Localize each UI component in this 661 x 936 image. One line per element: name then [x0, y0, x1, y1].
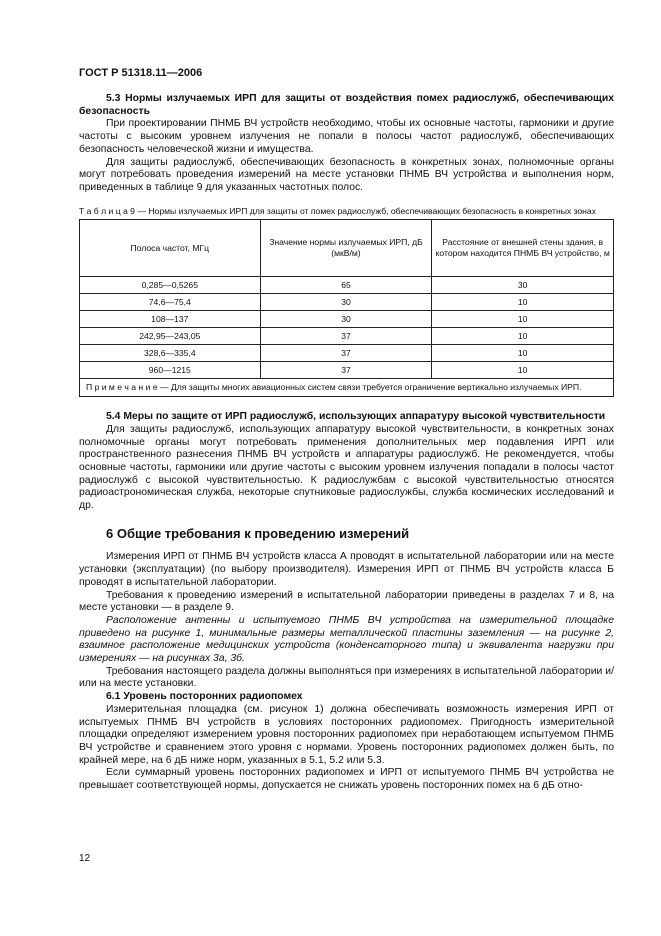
- section-5-3-heading: 5.3 Нормы излучаемых ИРП для защиты от воздействия помех радиослужб, обеспечивающих безопасность: [79, 93, 614, 117]
- cell-distance: 10: [432, 362, 614, 379]
- table-row: [80, 277, 614, 294]
- section-6-heading: 6 Общие требования к проведению измерений: [106, 525, 410, 541]
- column-header-limit-value: Значение нормы излучаемых ИРП, дБ (мкВ/м): [260, 220, 432, 277]
- table-note-row: [80, 379, 614, 397]
- page-number: 12: [79, 853, 91, 864]
- table-9-caption: [79, 206, 614, 217]
- cell-distance: 10: [432, 311, 614, 328]
- table-9-caption-text: — Нормы излучаемых ИРП для защиты от помех радиослужб, обеспечивающих безопасность в конкретных зонах: [134, 205, 597, 216]
- section-6-paragraph-3: Расположение антенны и испытуемого ПНМБ ВЧ устройства на измерительной площадке приведено на рисунке 1, минимальные размеры металлической пластины заземления — на рисунке 2, взаимное расположение медицинских устройств (конденсаторного типа) и эквивалента нагрузки при измерениях — на рисунках 3а, 3б.: [79, 614, 614, 665]
- cell-limit-value: 30: [260, 311, 432, 328]
- cell-distance: 30: [432, 277, 614, 294]
- cell-distance: 10: [432, 328, 614, 345]
- cell-frequency-band: 108—137: [80, 311, 261, 328]
- cell-limit-value: 65: [260, 277, 432, 294]
- section-6-paragraph-4: Требования настоящего раздела должны выполняться при измерениях в испытательной лаборатории и/или на месте установки.: [79, 665, 614, 690]
- section-6-1-heading: 6.1 Уровень посторонних радиопомех: [106, 691, 303, 703]
- cell-limit-value: 37: [260, 328, 432, 345]
- table-note-text: — Для защиты многих авиационных систем связи требуется ограничение вертикально излучаемых ИРП.: [157, 382, 582, 393]
- cell-frequency-band: 328,6—335,4: [80, 345, 261, 362]
- section-6-1-paragraph-2: Если суммарный уровень посторонних радиопомех и ИРП от испытуемого ПНМБ ВЧ устройства не превышает соответствующей нормы, допускается не снижать уровень посторонних помех на 6 дБ отно-: [79, 767, 614, 792]
- section-5-4-heading: 5.4 Меры по защите от ИРП радиослужб, использующих аппаратуру высокой чувствительности: [106, 411, 606, 423]
- table-note-label: П р и м е ч а н и е: [86, 382, 158, 393]
- page-content: [79, 93, 614, 793]
- column-header-frequency-band: Полоса частот, МГц: [80, 220, 261, 277]
- table-9-caption-label: Т а б л и ц а 9: [79, 205, 135, 216]
- cell-frequency-band: 960—1215: [80, 362, 261, 379]
- section-6-1-paragraph-1: Измерительная площадка (см. рисунок 1) должна обеспечивать возможность измерения ИРП от испытуемых ПНМБ ВЧ устройств в условиях посторонних радиопомех. Пригодность измерительной площадки определяют измерением уровня посторонних радиопомех при неработающем испытуемом ПНМБ ВЧ устройстве и сравнением этого уровня с нормами. Уровень посторонних радиопомех должен быть, по крайней мере, на 6 дБ ниже норм, указанных в 5.1, 5.2 или 5.3.: [79, 703, 614, 766]
- document-header: ГОСТ Р 51318.11—2006: [79, 67, 203, 79]
- cell-limit-value: 37: [260, 345, 432, 362]
- cell-limit-value: 30: [260, 294, 432, 311]
- section-5-4-paragraph-1: Для защиты радиослужб, использующих аппаратуру высокой чувствительности, в конкретных зонах полномочные органы могут потребовать применения дополнительных мер подавления ИРП или пространственного разнесения ПНМБ ВЧ устройств и аппаратуры радиослужб. Не рекомендуется, чтобы основные частоты, гармоники или другие частоты с высоким уровнем излучения попадали в полосы частот радиослужб с высокой чувствительностью. К радиослужбам с высокой чувствительностью относятся радиоастрономическая служба, некоторые спутниковые радиослужбы, служба космических исследований и др.: [79, 423, 614, 512]
- cell-frequency-band: 242,95—243,05: [80, 328, 261, 345]
- table-row: [80, 345, 614, 362]
- cell-distance: 10: [432, 294, 614, 311]
- cell-distance: 10: [432, 345, 614, 362]
- table-row: [80, 362, 614, 379]
- table-9: [79, 219, 614, 397]
- column-header-distance: Расстояние от внешней стены здания, в котором находится ПНМБ ВЧ устройство, м: [432, 220, 614, 277]
- cell-limit-value: 37: [260, 362, 432, 379]
- section-5-3-paragraph-2: Для защиты радиослужб, обеспечивающих безопасность в конкретных зонах, полномочные органы могут потребовать проведения измерений на месте установки ПНМБ ВЧ устройства и выполнения норм, приведенных в таблице 9 для указанных частотных полос.: [79, 156, 614, 193]
- table-row: [80, 328, 614, 345]
- section-6-paragraph-2: Требования к проведению измерений в испытательной лаборатории приведены в разделах 7 и 8, на месте установки — в разделе 9.: [79, 589, 614, 614]
- table-note: [80, 379, 614, 397]
- cell-frequency-band: 0,285—0,5265: [80, 277, 261, 294]
- cell-frequency-band: 74,6—75,4: [80, 294, 261, 311]
- table-row: [80, 294, 614, 311]
- table-header-row: [80, 220, 614, 277]
- section-6-paragraph-1: Измерения ИРП от ПНМБ ВЧ устройств класса А проводят в испытательной лаборатории или на месте установки (эксплуатации) (по выбору производителя). Измерения ИРП от ПНМБ ВЧ устройств класса Б проводят в испытательной лаборатории.: [79, 551, 614, 588]
- table-row: [80, 311, 614, 328]
- section-5-3-paragraph-1: При проектировании ПНМБ ВЧ устройств необходимо, чтобы их основные частоты, гармоники и другие частоты с высоким уровнем излучения не попали в полосы частот радиослужб, обеспечивающих безопасность человеческой жизни и имущества.: [79, 118, 614, 155]
